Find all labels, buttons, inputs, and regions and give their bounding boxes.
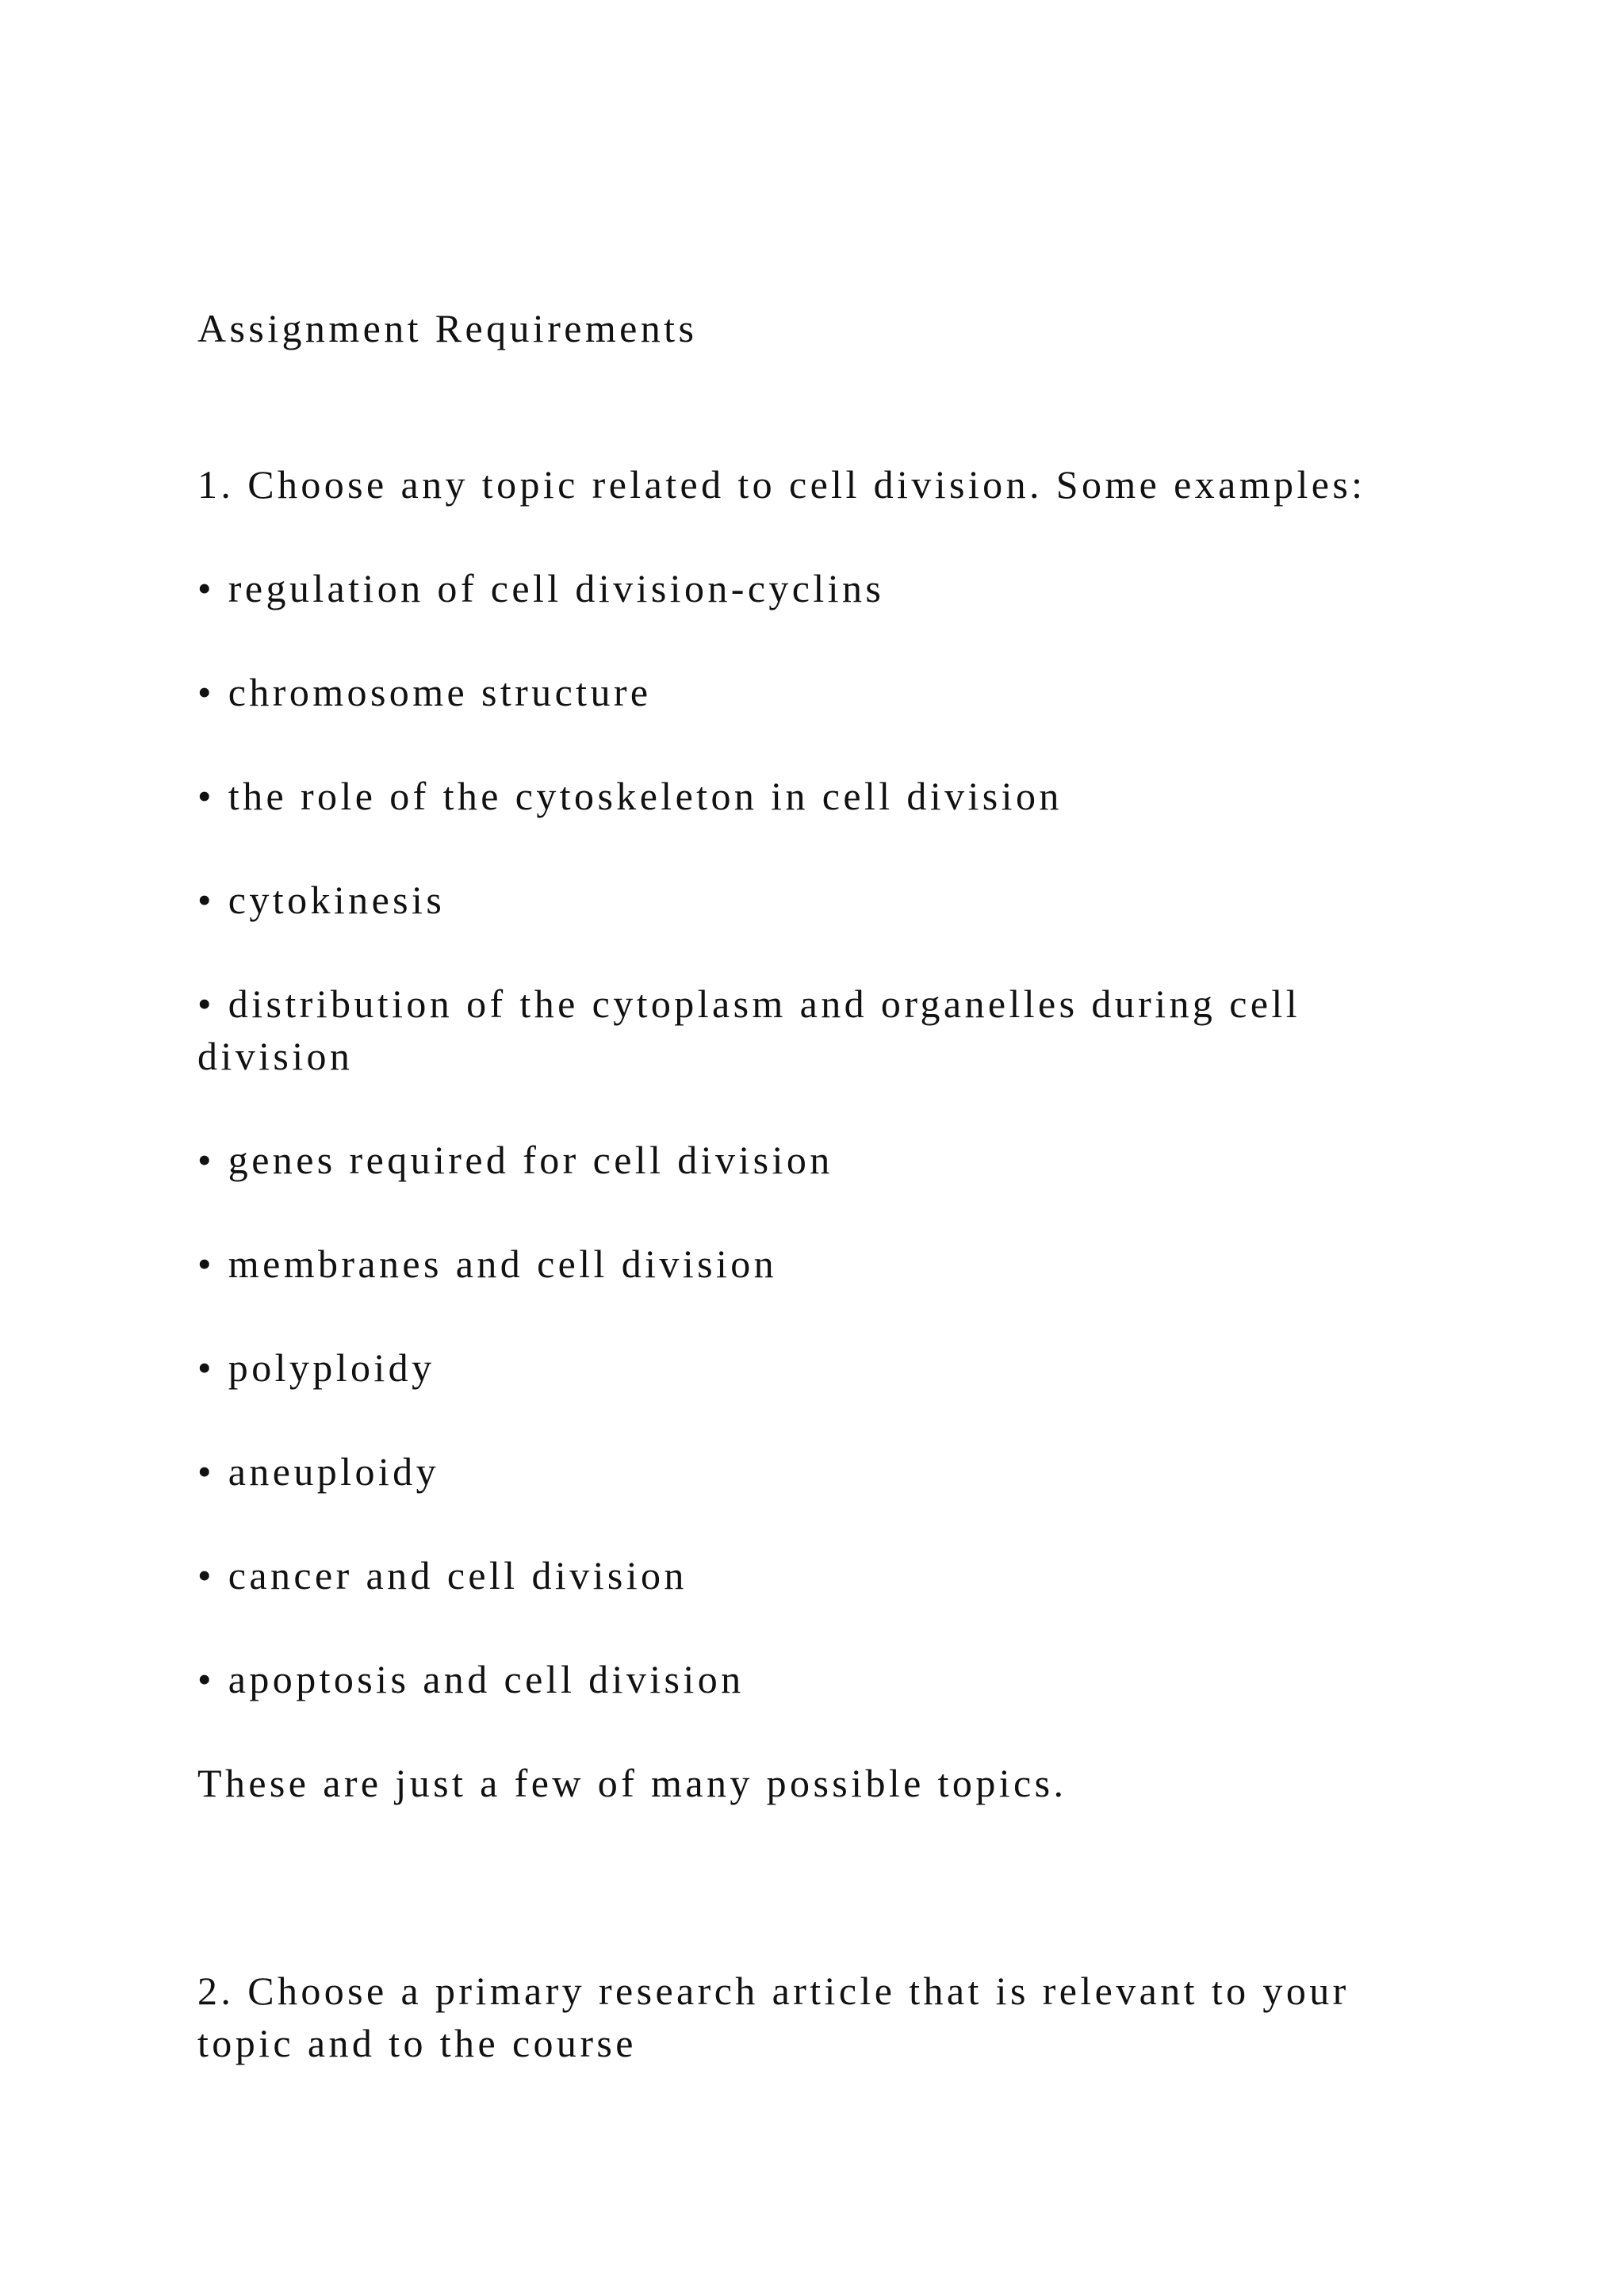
item-2-text-continuation: topic and to the course	[197, 2021, 637, 2065]
item-1-text: 1. Choose any topic related to cell division. Some examples:	[197, 462, 1366, 507]
bullet-item-continuation: division	[197, 1034, 354, 1078]
bullet-item: • polyploidy	[197, 1345, 435, 1390]
bullet-item: • distribution of the cytoplasm and organelles during cell	[197, 982, 1300, 1026]
bullet-item: • genes required for cell division	[197, 1138, 833, 1182]
closing-text: These are just a few of many possible topics.	[197, 1761, 1067, 1805]
item-2-text: 2. Choose a primary research article that is relevant to your	[197, 1969, 1350, 2013]
bullet-item: • membranes and cell division	[197, 1242, 778, 1286]
document-title: Assignment Requirements	[197, 306, 698, 350]
bullet-item: • cytokinesis	[197, 878, 446, 922]
bullet-item: • apoptosis and cell division	[197, 1657, 745, 1701]
bullet-item: • cancer and cell division	[197, 1553, 688, 1598]
bullet-item: • aneuploidy	[197, 1449, 439, 1494]
bullet-item: • regulation of cell division-cyclins	[197, 566, 885, 610]
bullet-item: • chromosome structure	[197, 670, 652, 714]
bullet-item: • the role of the cytoskeleton in cell division	[197, 774, 1063, 818]
